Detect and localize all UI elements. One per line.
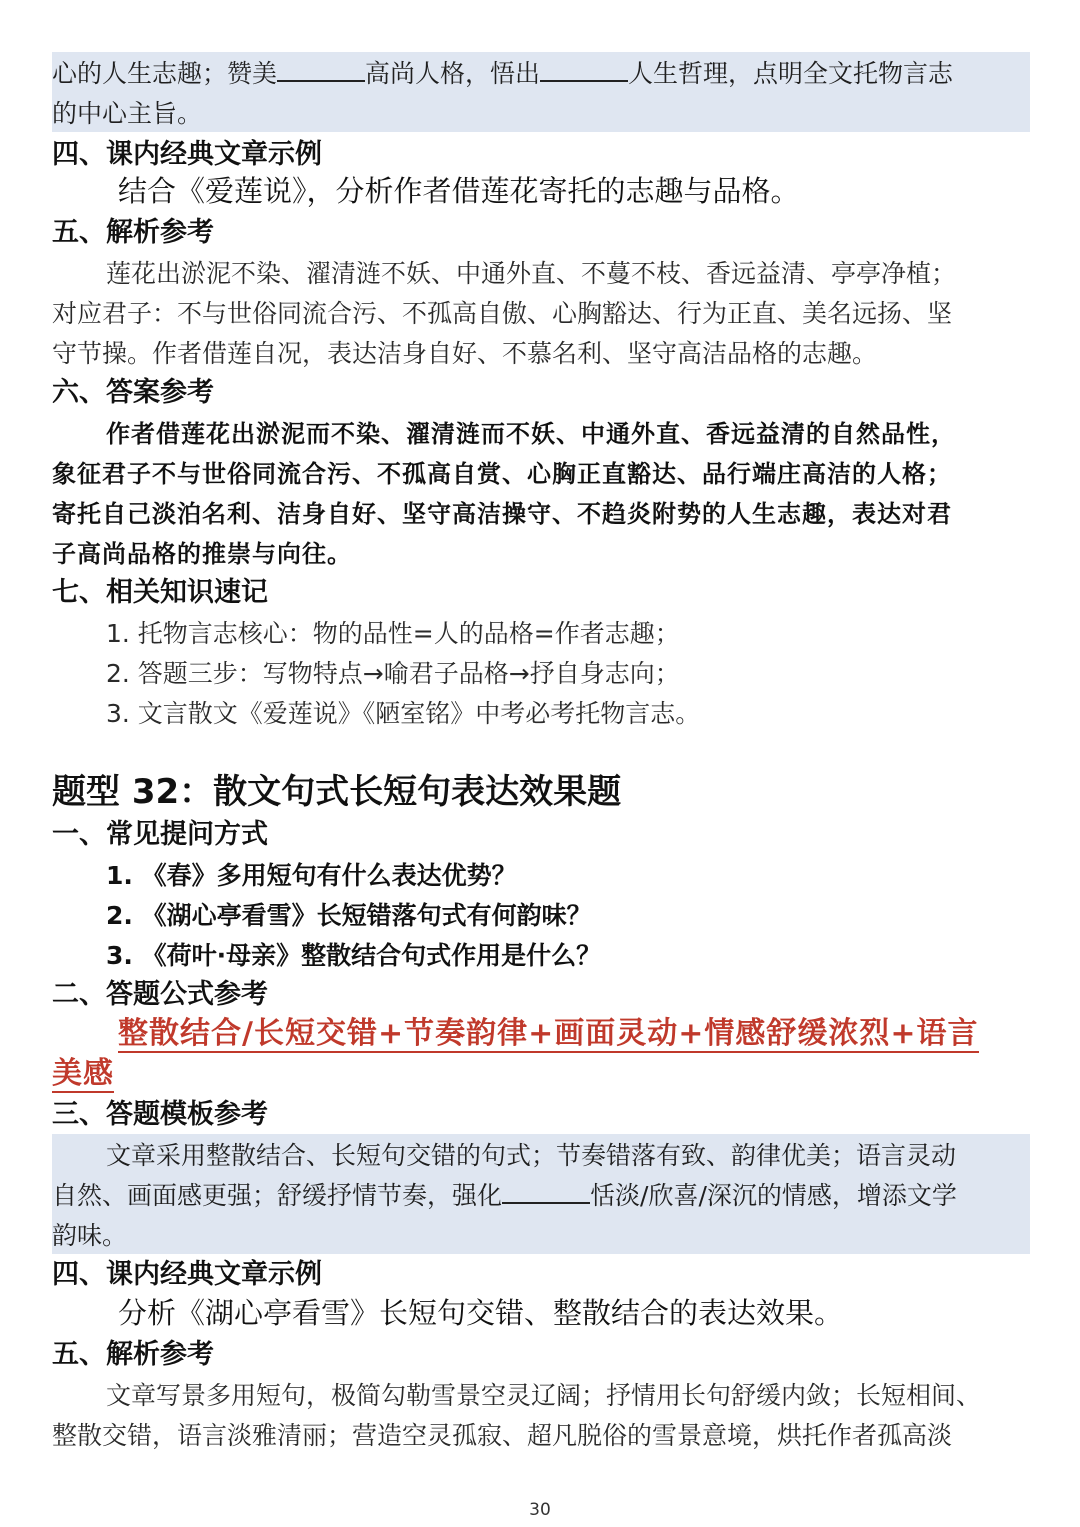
analysis-line: 对应君子：不与世俗同流合污、不孤高自傲、心胸豁达、行为正直、美名远扬、坚 bbox=[52, 299, 953, 328]
answer-formula-line-2 bbox=[52, 1054, 114, 1094]
template-text-b: 恬淡/欣喜/深沉的情感，增添文学 bbox=[590, 1181, 957, 1210]
top-box-text-b: 高尚人格，悟出 bbox=[365, 59, 541, 88]
knowledge-item: 2. 答题三步：写物特点→喻君子品格→抒自身志向； bbox=[106, 659, 680, 688]
section-heading: 二、答题公式参考 bbox=[52, 979, 268, 1010]
knowledge-item: 1. 托物言志核心：物的品性=人的品格=作者志趣； bbox=[106, 619, 680, 648]
example-prompt: 分析《湖心亭看雪》长短句交错、整散结合的表达效果。 bbox=[118, 1296, 844, 1330]
blank-line bbox=[277, 58, 365, 82]
analysis-line: 莲花出淤泥不染、濯清涟不妖、中通外直、不蔓不枝、香远益清、亭亭净植； bbox=[106, 259, 957, 288]
section-heading: 六、答案参考 bbox=[52, 377, 214, 408]
top-box-line-1 bbox=[52, 54, 953, 94]
blank-line bbox=[502, 1180, 590, 1204]
question-item: 3. 《荷叶·母亲》整散结合句式作用是什么？ bbox=[106, 941, 602, 970]
section-heading: 四、课内经典文章示例 bbox=[52, 139, 322, 170]
answer-line: 作者借莲花出淤泥而不染、濯清涟而不妖、中通外直、香远益清的自然品性， bbox=[106, 419, 956, 448]
analysis-line: 整散交错，语言淡雅清丽；营造空灵孤寂、超凡脱俗的雪景意境，烘托作者孤高淡 bbox=[52, 1421, 953, 1450]
top-box-text-a: 心的人生志趣；赞美 bbox=[52, 59, 278, 88]
answer-line: 象征君子不与世俗同流合污、不孤高自赏、心胸正直豁达、品行端庄高洁的人格； bbox=[52, 459, 952, 488]
formula-text: 整散结合/长短交错+节奏韵律+画面灵动+情感舒缓浓烈+语言 bbox=[118, 1016, 979, 1051]
answer-line: 寄托自己淡泊名利、洁身自好、坚守高洁操守、不趋炎附势的人生志趣，表达对君 bbox=[52, 499, 952, 528]
template-line bbox=[52, 1176, 957, 1216]
template-text-a: 自然、画面感更强；舒缓抒情节奏，强化 bbox=[52, 1181, 503, 1210]
template-line: 文章采用整散结合、长短句交错的句式；节奏错落有致、韵律优美；语言灵动 bbox=[106, 1141, 957, 1170]
question-item: 2. 《湖心亭看雪》长短错落句式有何韵味？ bbox=[106, 901, 592, 930]
knowledge-item: 3. 文言散文《爱莲说》《陋室铭》中考必考托物言志。 bbox=[106, 699, 701, 728]
question-type-title: 题型 32：散文句式长短句表达效果题 bbox=[52, 772, 622, 812]
section-heading: 一、常见提问方式 bbox=[52, 819, 268, 850]
answer-formula-line-1 bbox=[118, 1014, 979, 1054]
top-box-text-c: 人生哲理，点明全文托物言志 bbox=[628, 59, 954, 88]
blank-line bbox=[540, 58, 628, 82]
formula-text: 美感 bbox=[52, 1056, 114, 1091]
analysis-line: 文章写景多用短句，极简勾勒雪景空灵辽阔；抒情用长句舒缓内敛；长短相间、 bbox=[106, 1381, 982, 1410]
section-heading: 三、答题模板参考 bbox=[52, 1099, 268, 1130]
example-prompt: 结合《爱莲说》，分析作者借莲花寄托的志趣与品格。 bbox=[118, 174, 800, 208]
template-line: 韵味。 bbox=[52, 1221, 128, 1250]
page-number: 30 bbox=[529, 1500, 551, 1520]
section-heading: 五、解析参考 bbox=[52, 217, 214, 248]
section-heading: 四、课内经典文章示例 bbox=[52, 1259, 322, 1290]
section-heading: 五、解析参考 bbox=[52, 1339, 214, 1370]
question-item: 1. 《春》多用短句有什么表达优势？ bbox=[106, 861, 517, 890]
answer-line: 子高尚品格的推崇与向往。 bbox=[52, 539, 352, 568]
section-heading: 七、相关知识速记 bbox=[52, 577, 268, 608]
analysis-line: 守节操。作者借莲自况，表达洁身自好、不慕名利、坚守高洁品格的志趣。 bbox=[52, 339, 878, 368]
top-box-line-2: 的中心主旨。 bbox=[52, 99, 203, 128]
